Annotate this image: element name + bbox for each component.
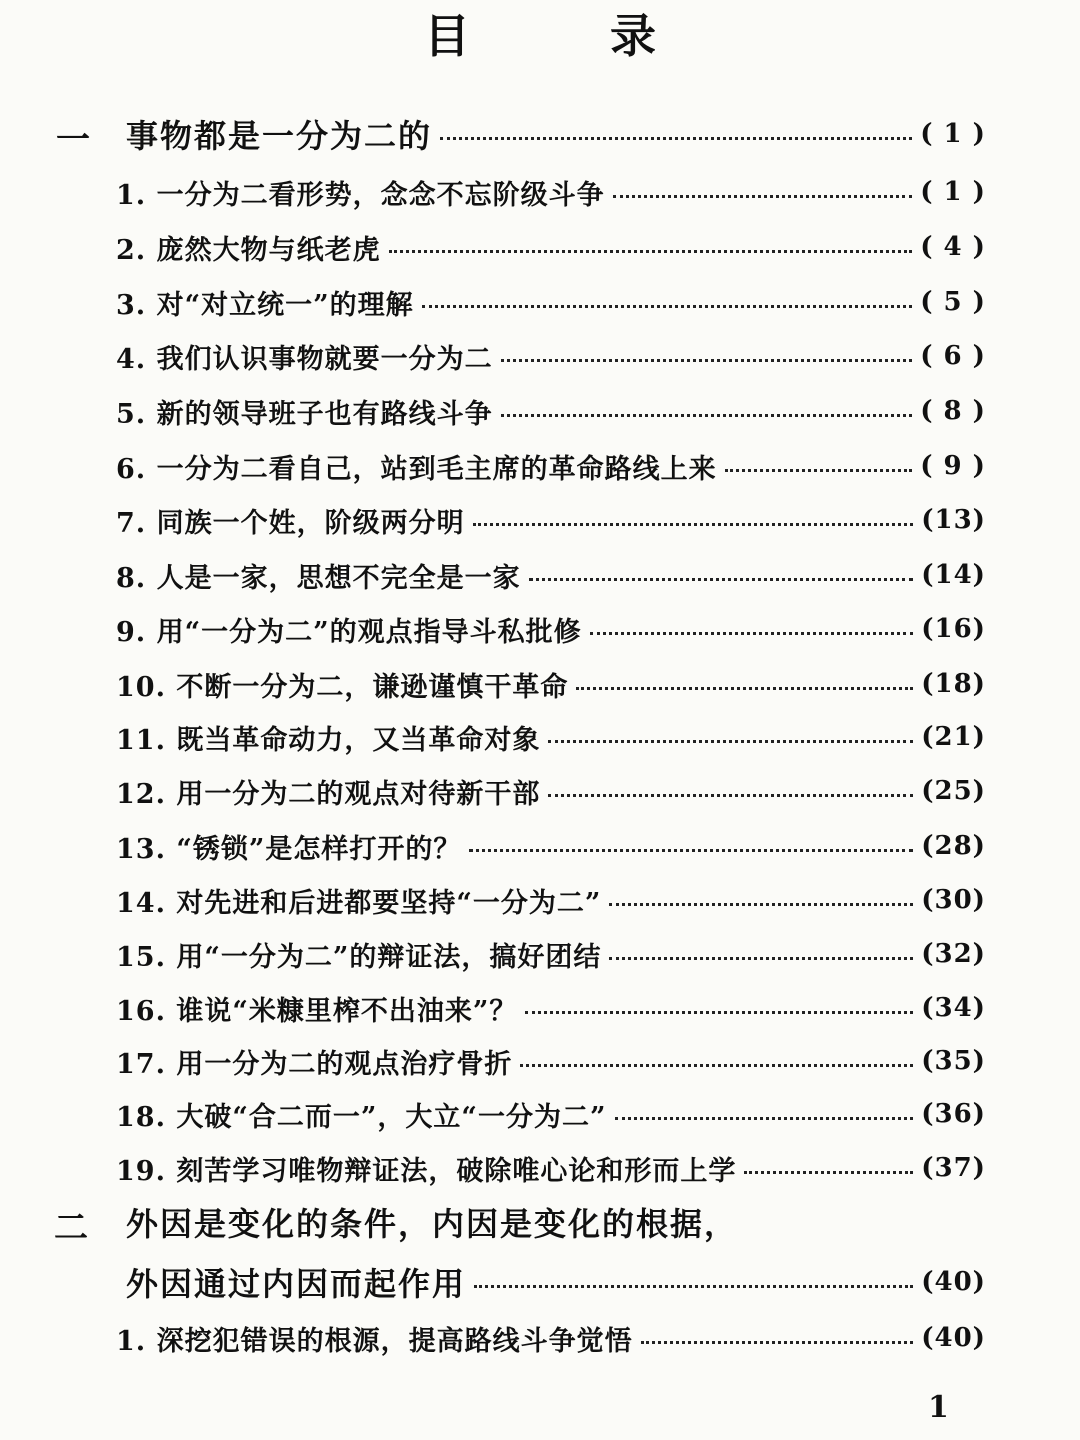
chapter-title-line <box>126 1202 986 1242</box>
toc-entry[interactable] <box>116 446 986 486</box>
toc-entry[interactable] <box>116 500 986 540</box>
entry-page: (18) <box>921 669 986 699</box>
entry-page: (28) <box>921 831 986 861</box>
chapter-title: 事物都是一分为二的 <box>126 117 433 155</box>
entry-page: ( 6 ) <box>920 341 986 371</box>
dot-leader <box>474 1285 913 1288</box>
entry-title: 7. 同族一个姓，阶级两分明 <box>116 507 465 539</box>
toc-heading: 目 录 <box>423 9 718 63</box>
entry-page: (40) <box>921 1323 986 1353</box>
toc-entry[interactable] <box>116 1094 986 1134</box>
entry-page: (32) <box>921 939 986 969</box>
dot-leader <box>613 195 913 198</box>
entry-title: 1. 深挖犯错误的根源，提高路线斗争觉悟 <box>116 1325 633 1357</box>
toc-entry[interactable] <box>116 172 986 212</box>
entry-page: ( 5 ) <box>920 287 986 317</box>
dot-leader <box>615 1117 914 1120</box>
entry-page: ( 4 ) <box>920 232 986 262</box>
entry-title: 2. 庞然大物与纸老虎 <box>116 234 381 266</box>
entry-page: (25) <box>921 776 986 806</box>
page-number: 1 <box>928 1390 949 1425</box>
entry-page: ( 8 ) <box>920 396 986 426</box>
chapter-row[interactable] <box>126 114 986 154</box>
toc-entry[interactable] <box>116 664 986 704</box>
dot-leader <box>469 849 913 852</box>
dot-leader <box>548 740 913 743</box>
toc-entry[interactable] <box>116 609 986 649</box>
dot-leader <box>725 469 913 472</box>
toc-entry[interactable] <box>116 717 986 757</box>
entry-title: 18. 大破“合二而一”，大立“一分为二” <box>116 1101 607 1133</box>
entry-page: (34) <box>921 993 986 1023</box>
entry-title: 12. 用一分为二的观点对待新干部 <box>116 778 541 810</box>
entry-page: (13) <box>921 505 986 535</box>
dot-leader <box>744 1171 913 1174</box>
entry-page: (14) <box>921 560 986 590</box>
entry-page: (36) <box>921 1099 986 1129</box>
chapter-title: 外因通过内因而起作用 <box>126 1265 467 1303</box>
entry-page: ( 9 ) <box>920 451 986 481</box>
chapter-title: 外因是变化的条件，内因是变化的根据， <box>126 1205 739 1243</box>
toc-entry[interactable] <box>116 1041 986 1081</box>
toc-entry[interactable] <box>116 1318 986 1358</box>
entry-title: 11. 既当革命动力，又当革命对象 <box>116 724 541 756</box>
dot-leader <box>576 687 913 690</box>
dot-leader <box>529 578 914 581</box>
dot-leader <box>501 359 913 362</box>
entry-page: (35) <box>921 1046 986 1076</box>
dot-leader <box>440 137 912 140</box>
toc-entry[interactable] <box>116 555 986 595</box>
chapter-row[interactable] <box>126 1262 986 1302</box>
dot-leader <box>525 1011 913 1014</box>
entry-title: 3. 对“对立统一”的理解 <box>116 289 414 321</box>
entry-title: 13. “锈锁”是怎样打开的？ <box>116 833 462 865</box>
entry-title: 15. 用“一分为二”的辩证法，搞好团结 <box>116 941 602 973</box>
entry-title: 17. 用一分为二的观点治疗骨折 <box>116 1048 513 1080</box>
dot-leader <box>501 414 913 417</box>
chapter-number: 二 <box>54 1208 88 1248</box>
entry-page: ( 1 ) <box>920 177 986 207</box>
entry-title: 19. 刻苦学习唯物辩证法，破除唯心论和形而上学 <box>116 1155 737 1187</box>
toc-entry[interactable] <box>116 988 986 1028</box>
entry-title: 1. 一分为二看形势，念念不忘阶级斗争 <box>116 179 605 211</box>
entry-title: 10. 不断一分为二，谦逊谨慎干革命 <box>116 671 569 703</box>
toc-entry[interactable] <box>116 826 986 866</box>
dot-leader <box>422 305 913 308</box>
toc-entry[interactable] <box>116 391 986 431</box>
dot-leader <box>590 632 914 635</box>
entry-page: (21) <box>921 722 986 752</box>
toc-entry[interactable] <box>116 227 986 267</box>
entry-title: 4. 我们认识事物就要一分为二 <box>116 343 493 375</box>
entry-title: 9. 用“一分为二”的观点指导斗私批修 <box>116 616 582 648</box>
dot-leader <box>609 957 913 960</box>
dot-leader <box>389 250 913 253</box>
entry-page: (30) <box>921 885 986 915</box>
toc-entry[interactable] <box>116 934 986 974</box>
toc-entry[interactable] <box>116 282 986 322</box>
entry-title: 14. 对先进和后进都要坚持“一分为二” <box>116 887 602 919</box>
entry-page: (16) <box>921 614 986 644</box>
entry-title: 5. 新的领导班子也有路线斗争 <box>116 398 493 430</box>
dot-leader <box>609 903 913 906</box>
dot-leader <box>473 523 914 526</box>
toc-entry[interactable] <box>116 1148 986 1188</box>
chapter-page: ( 1 ) <box>920 119 986 149</box>
dot-leader <box>548 794 913 797</box>
entry-page: (37) <box>921 1153 986 1183</box>
entry-title: 8. 人是一家，思想不完全是一家 <box>116 562 521 594</box>
toc-entry[interactable] <box>116 336 986 376</box>
toc-entry[interactable] <box>116 880 986 920</box>
toc-entry[interactable] <box>116 771 986 811</box>
dot-leader <box>520 1064 913 1067</box>
entry-title: 16. 谁说“米糠里榨不出油来”？ <box>116 995 518 1027</box>
chapter-page: (40) <box>921 1267 986 1297</box>
entry-title: 6. 一分为二看自己，站到毛主席的革命路线上来 <box>116 453 717 485</box>
dot-leader <box>641 1341 914 1344</box>
chapter-number: 一 <box>56 120 90 160</box>
